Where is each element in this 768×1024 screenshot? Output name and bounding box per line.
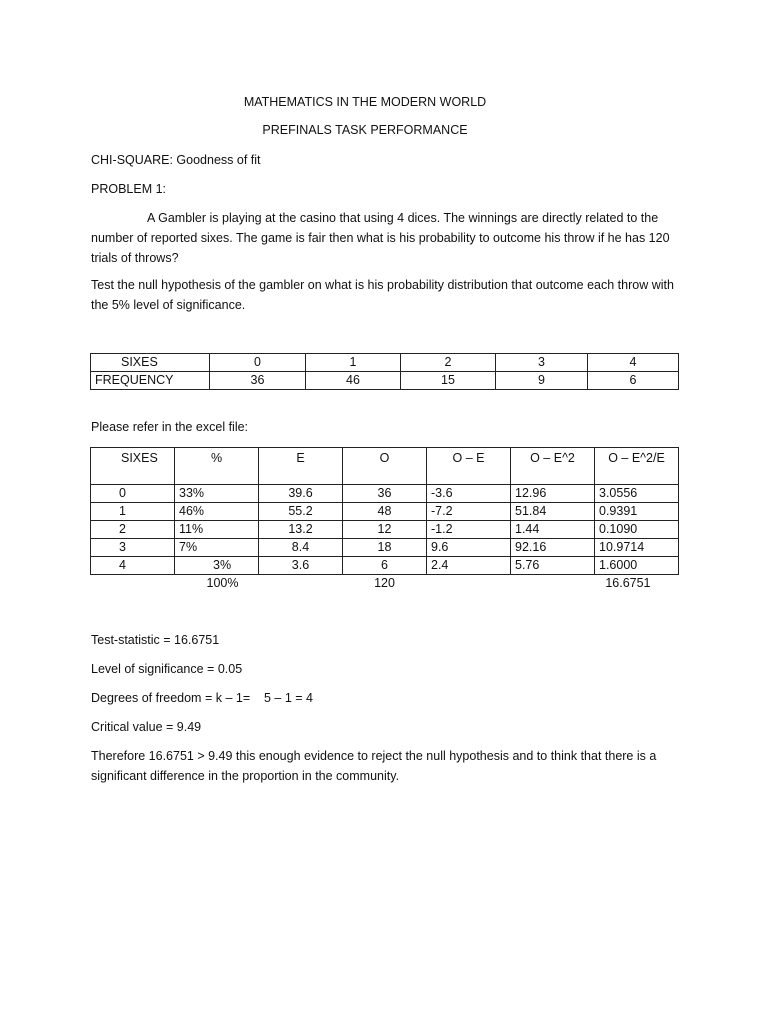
table-header-row [91, 448, 679, 485]
table-cell [91, 575, 175, 593]
table-cell: 18 [343, 539, 427, 557]
column-header: O – E^2 [511, 448, 595, 485]
table-cell: 6 [343, 557, 427, 575]
table-cell: 2 [91, 521, 175, 539]
table-cell: 12 [343, 521, 427, 539]
critical-value: Critical value = 9.49 [91, 720, 202, 734]
table-cell: 4 [91, 557, 175, 575]
table-cell: -1.2 [427, 521, 511, 539]
table-cell [511, 575, 595, 593]
column-header: % [175, 448, 259, 485]
table-cell: 0.1090 [595, 521, 679, 539]
table-cell: FREQUENCY [91, 372, 210, 390]
table-cell: 1 [306, 354, 401, 372]
table-cell: 3.6 [259, 557, 343, 575]
table-row [91, 557, 679, 575]
problem-label: PROBLEM 1: [91, 182, 167, 196]
level-of-significance: Level of significance = 0.05 [91, 662, 243, 676]
table-cell: -7.2 [427, 503, 511, 521]
table-cell: 9 [496, 372, 588, 390]
table-cell: 3 [91, 539, 175, 557]
totals-row [91, 575, 679, 593]
hypothesis-paragraph: Test the null hypothesis of the gambler on what is his probability distribution that outcome each throw with the 5% level of significance. [91, 278, 674, 312]
table-cell: 51.84 [511, 503, 595, 521]
frequency-table [90, 353, 679, 390]
table-cell: 46% [175, 503, 259, 521]
table-cell: 1.6000 [595, 557, 679, 575]
degrees-of-freedom: Degrees of freedom = k – 1= 5 – 1 = 4 [91, 691, 314, 705]
table-cell: 5.76 [511, 557, 595, 575]
test-statistic: Test-statistic = 16.6751 [91, 633, 220, 647]
table-cell: 120 [374, 576, 395, 590]
table-row [91, 354, 679, 372]
table-cell: 9.6 [427, 539, 511, 557]
table-cell: 15 [401, 372, 496, 390]
table-cell: 2 [401, 354, 496, 372]
table-cell: 3.0556 [595, 485, 679, 503]
table-cell: -3.6 [427, 485, 511, 503]
table-row [91, 503, 679, 521]
table-cell: 7% [175, 539, 259, 557]
table-row [91, 521, 679, 539]
column-header: O [343, 448, 427, 485]
column-header: O – E [427, 448, 511, 485]
column-header: O – E^2/E [595, 448, 679, 485]
table-cell: 33% [175, 485, 259, 503]
document-subtitle: PREFINALS TASK PERFORMANCE [262, 123, 468, 137]
problem-paragraph: A Gambler is playing at the casino that using 4 dices. The winnings are directly related to the number of reported sixes. The game is fair then what is his probability to outcome his throw if he has 120 trials of throws? [91, 211, 670, 265]
table-cell: 36 [210, 372, 306, 390]
table-cell: 39.6 [259, 485, 343, 503]
table-cell: 12.96 [511, 485, 595, 503]
table-cell: 6 [588, 372, 679, 390]
table-cell [427, 575, 511, 593]
table-row [91, 539, 679, 557]
table-cell: 100% [206, 576, 239, 590]
table-cell: 16.6751 [605, 576, 651, 590]
table-cell: 0 [91, 485, 175, 503]
conclusion-paragraph: Therefore 16.6751 > 9.49 this enough evidence to reject the null hypothesis and to think that there is a significant difference in the proportion in the community. [91, 749, 657, 783]
table-cell: 36 [343, 485, 427, 503]
table-cell: SIXES [91, 354, 210, 372]
document-title: MATHEMATICS IN THE MODERN WORLD [243, 95, 487, 109]
table-row [91, 485, 679, 503]
table-cell: 92.16 [511, 539, 595, 557]
table-cell: 1.44 [511, 521, 595, 539]
table-cell: 55.2 [259, 503, 343, 521]
table-cell [259, 575, 343, 593]
table-cell: 46 [306, 372, 401, 390]
table-row [91, 372, 679, 390]
table-cell: 3% [175, 557, 259, 575]
table-cell: 1 [91, 503, 175, 521]
table-cell: 0.9391 [595, 503, 679, 521]
table-cell: 48 [343, 503, 427, 521]
table-cell: 3 [496, 354, 588, 372]
table-cell: 13.2 [259, 521, 343, 539]
table-cell: 4 [588, 354, 679, 372]
section-heading: CHI-SQUARE: Goodness of fit [91, 153, 261, 167]
table-cell: 10.9714 [595, 539, 679, 557]
table-cell: 8.4 [259, 539, 343, 557]
column-header: E [259, 448, 343, 485]
table-cell: 0 [210, 354, 306, 372]
excel-note: Please refer in the excel file: [91, 420, 249, 434]
column-header: SIXES [91, 448, 175, 485]
table-cell: 2.4 [427, 557, 511, 575]
chi-square-table [90, 447, 679, 592]
table-cell: 11% [175, 521, 259, 539]
